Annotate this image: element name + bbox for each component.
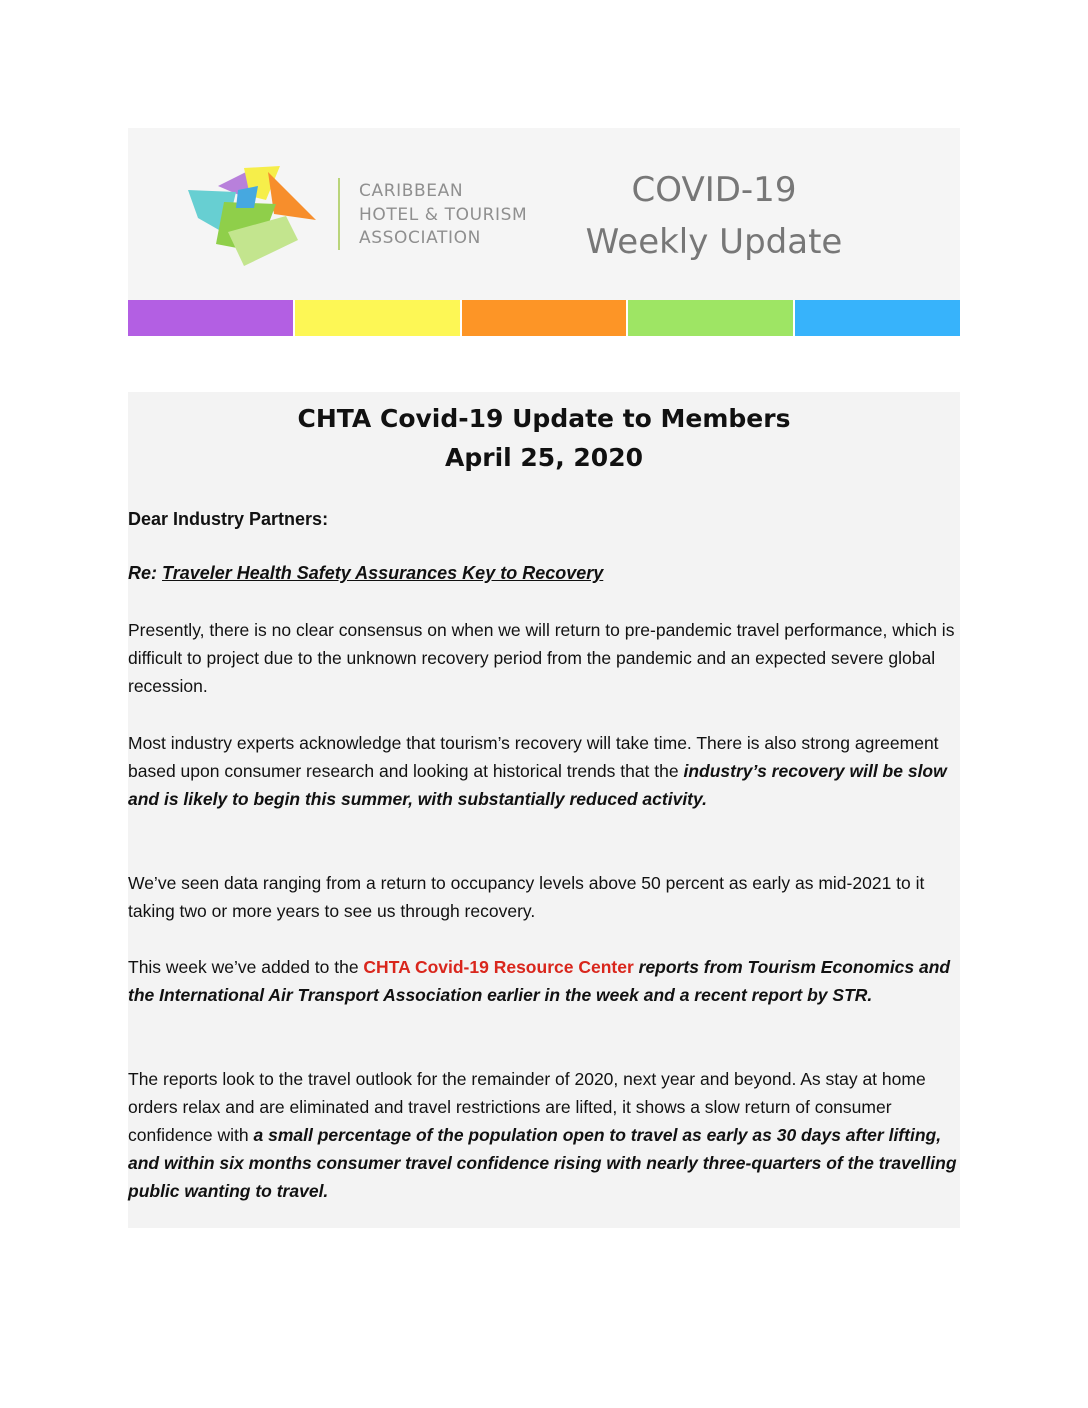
- document-body: [128, 392, 960, 1228]
- paragraph-4: [128, 953, 960, 1009]
- subject-topic: Traveler Health Safety Assurances Key to Recovery: [162, 563, 604, 583]
- subject-line: [128, 561, 603, 585]
- resource-center-link[interactable]: CHTA Covid-19 Resource Center: [363, 957, 634, 977]
- paragraph-text: This week we’ve added to the: [128, 957, 364, 977]
- document-title: [128, 392, 960, 477]
- color-stripe-segment: [628, 300, 793, 336]
- paragraph-3: We’ve seen data ranging from a return to occupancy levels above 50 percent as early as mid-2021 to it taking two or more years to see us through recovery.: [128, 873, 925, 921]
- color-stripe-bar: [128, 300, 960, 336]
- star-logo-icon: [188, 162, 320, 274]
- color-stripe-segment: [295, 300, 460, 336]
- paragraph-text: Most industry experts acknowledge that tourism’s recovery will take time. There is also strong agreement based upon consumer research and looking at historical trends that the: [128, 733, 939, 781]
- document-date: April 25, 2020: [445, 443, 643, 472]
- banner-title-line: Weekly Update: [585, 222, 843, 262]
- org-name-line: CARIBBEAN: [359, 181, 464, 201]
- logo-divider: [338, 178, 340, 250]
- banner-title-line: COVID-19: [631, 170, 797, 210]
- paragraph-emphasis: a small percentage of the population open to travel as early as 30 days after lifting, and within six months consumer travel confidence rising with nearly three-quarters of the travelling public wanting to travel.: [128, 1125, 957, 1201]
- paragraph-emphasis: reports from Tourism Economics and the International Air Transport Association earlier in the week and a recent report by STR.: [128, 957, 951, 1005]
- paragraph-5: [128, 1065, 960, 1205]
- paragraph-text: The reports look to the travel outlook for the remainder of 2020, next year and beyond. As stay at home orders relax and are eliminated and travel restrictions are lifted, it shows a slow return of consumer confidence with: [128, 1069, 926, 1145]
- banner-title: [584, 164, 844, 268]
- org-name-line: HOTEL & TOURISM: [359, 204, 528, 225]
- paragraph-emphasis: industry’s recovery will be slow and is likely to begin this summer, with substantially reduced activity.: [128, 761, 947, 809]
- color-stripe-segment: [795, 300, 960, 336]
- organization-name: [359, 180, 527, 251]
- paragraph-1: Presently, there is no clear consensus on when we will return to pre-pandemic travel performance, which is difficult to project due to the unknown recovery period from the pandemic and an expected severe global recession.: [128, 620, 955, 696]
- header-banner: [128, 128, 960, 300]
- salutation: Dear Industry Partners:: [128, 509, 329, 529]
- subject-label: Re:: [128, 563, 158, 583]
- paragraph-2: [128, 729, 960, 813]
- color-stripe-segment: [462, 300, 627, 336]
- document-title-line: CHTA Covid-19 Update to Members: [297, 404, 791, 433]
- color-stripe-segment: [128, 300, 293, 336]
- org-name-line: ASSOCIATION: [359, 228, 481, 248]
